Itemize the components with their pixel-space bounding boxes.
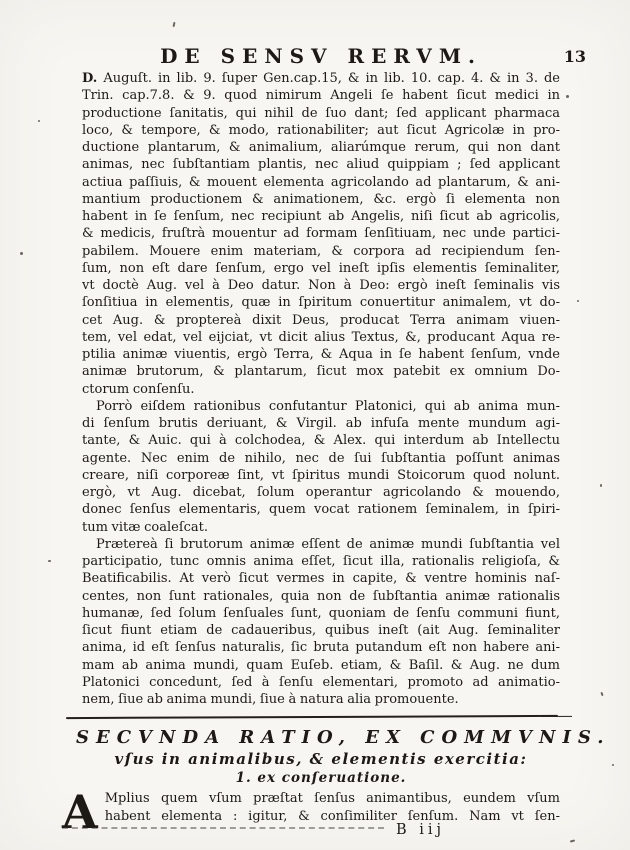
text-line: ctorum conſenſu. xyxy=(82,381,195,397)
page-number: 13 xyxy=(563,47,586,66)
paragraph xyxy=(82,398,560,536)
text-line: ſonſitiua in elementis, quæ in ſpiritum conuertitur animalem, vt do- xyxy=(82,295,560,311)
paragraph xyxy=(82,70,560,398)
text-line: Beatificabilis. At verò ſicut vermes in capite, & ventre hominis naſ- xyxy=(82,571,560,587)
text-line: ſicut fiunt etiam de cadaueribus, quibus ineſt (ait Aug. ſeminaliter xyxy=(82,623,560,638)
text-line: participatio, tunc omnis anima eſſet, ſicut illa, rationalis religioſa, & xyxy=(82,554,560,569)
drop-cap: A xyxy=(62,785,98,839)
text-line: loco, & tempore, & modo, rationabiliter; aut ſicut Agricolæ in pro- xyxy=(82,122,560,138)
text-line: animas, nec ſubſtantiam plantis, nec aliud quippiam ; ſed applicant xyxy=(82,157,560,173)
text-line: agente. Nec enim de nihilo, nec de ſui ſubſtantia poſſunt animas xyxy=(82,450,560,466)
text-line: donec ſenſus elementaris, quem vocat rationem ſeminalem, in ſpiri- xyxy=(82,502,560,518)
text-line: D. Auguſt. in lib. 9. ſuper Gen.cap.15, & in lib. 10. cap. 4. & in 3. de xyxy=(82,71,560,86)
text-line: & medicis, fruſtrà mouentur ad formam ſenſitiuam, nec unde partici- xyxy=(82,226,560,242)
scan-speck xyxy=(38,120,40,122)
text-line: habent in ſe ſenſum, nec recipiunt ab Angelis, niſi ſicut ab agricolis, xyxy=(82,209,560,224)
text-line: Platonici concedunt, ſed à ſenſu elementari, promoto ad animatio- xyxy=(82,674,560,690)
text-line: ductione plantarum, & animalium, aliarúmque rerum, qui non dant xyxy=(82,140,560,155)
section-item: 1. ex conſeruatione. xyxy=(235,770,407,786)
scan-speck xyxy=(612,764,614,766)
text-line: animæ brutorum, & plantarum, ſicut mox patebit ex omnium Do- xyxy=(82,364,560,380)
paragraph xyxy=(82,536,560,709)
text-line: vt doctè Aug. vel à Deo datur. Non à Deo: ergò ineſt ſeminalis vis xyxy=(82,278,560,293)
text-line: Trin. cap.7.8. & 9. quod nimirum Angeli ſe habent ſicut medici in xyxy=(82,88,560,104)
text-line: anima, id eſt ſenſus naturalis, ſic bruta putandum eſt non habere ani- xyxy=(82,640,560,656)
body-text xyxy=(82,70,560,708)
closing-lines xyxy=(105,791,560,826)
text-line: tum vitæ coaleſcat. xyxy=(82,519,209,535)
closing-paragraph xyxy=(62,785,560,839)
text-line: ptilia animæ viuentis, ergò Terra, & Aqua in ſe habent ſenſum, vnde xyxy=(82,347,560,362)
scan-speck xyxy=(600,484,602,487)
scan-speck xyxy=(577,300,579,302)
text-line: habent elementa : igitur, & conſimiliter ſenſum. Nam vt ſen- xyxy=(104,808,560,824)
scan-speck xyxy=(600,692,603,696)
text-line: mam ab anima mundi, quam Euſeb. etiam, & Baſil. & Aug. ne dum xyxy=(82,657,560,673)
text-line: cet Aug. & proptereà dixit Deus, producat Terra animam viuen- xyxy=(82,312,560,328)
text-line: actiua paſſiuis, & mouent elementa agricolando ad plantarum, & ani- xyxy=(82,174,560,190)
signature-mark: B iij xyxy=(396,822,446,838)
text-line: Prætereà ſi brutorum animæ eſſent de animæ mundi ſubſtantia vel xyxy=(96,536,560,552)
text-line: ſum, non eſt dare ſenſum, ergo vel ineſt ipſis elementis ſeminaliter, xyxy=(82,260,560,276)
scan-speck xyxy=(570,839,575,842)
text-line: di ſenſum brutis deriuant, & Virgil. ab infuſa mente mundum agi- xyxy=(82,416,560,431)
section-subtitle: vſus in animalibus, & elementis exercitia: xyxy=(114,750,528,768)
text-line: centes, non ſunt rationales, quia non de ſubſtantia animæ rationalis xyxy=(82,588,560,604)
text-line: mantium productionem & animationem, &c. ergò ſi elementa non xyxy=(82,191,560,207)
scan-speck xyxy=(173,22,176,27)
running-title: DE SENSV RERVM. xyxy=(160,44,482,68)
text-line: nem, ſiue ab anima mundi, ſiue à natura alia promouente. xyxy=(82,692,459,707)
text-line: creare, niſi corporeæ ſint, vt ſpiritus mundi Stoicorum quod nolunt. xyxy=(82,467,560,483)
scan-speck xyxy=(20,252,23,255)
section-title: SECVNDA RATIO, EX COMMVNIS. xyxy=(76,727,611,748)
scan-speck xyxy=(566,95,569,98)
text-line: tem, vel edat, vel eijciat, vt dicit alius Textus, &, producant Aqua re- xyxy=(82,329,560,345)
text-line: tante, & Auic. qui à colchodea, & Alex. qui interdum ab Intellectu xyxy=(82,433,560,449)
running-head xyxy=(82,44,560,68)
text-line: ergò, vt Aug. dicebat, ſolum operantur agricolando & mouendo, xyxy=(82,485,560,500)
section-heading xyxy=(76,727,611,786)
text-line: humanæ, ſed ſolum ſenſuales ſunt, quoniam de ſenſu communi fiunt, xyxy=(82,605,560,621)
text-line: productione ſanitatis, qui nihil de ſuo dant; ſed applicant pharmaca xyxy=(82,105,560,121)
scan-speck xyxy=(48,560,51,562)
text-line: pabilem. Mouere enim materiam, & corpora ad recipiendum ſen- xyxy=(82,243,560,259)
text-line: Mplius quem vſum præſtat ſenſus animantibus, eundem vſum xyxy=(104,791,560,806)
text-line: Porrò eiſdem rationibus confutantur Platonici, qui ab anima mun- xyxy=(96,398,560,414)
bleedthrough-dashes xyxy=(62,827,384,829)
section-divider-rule xyxy=(66,715,558,719)
